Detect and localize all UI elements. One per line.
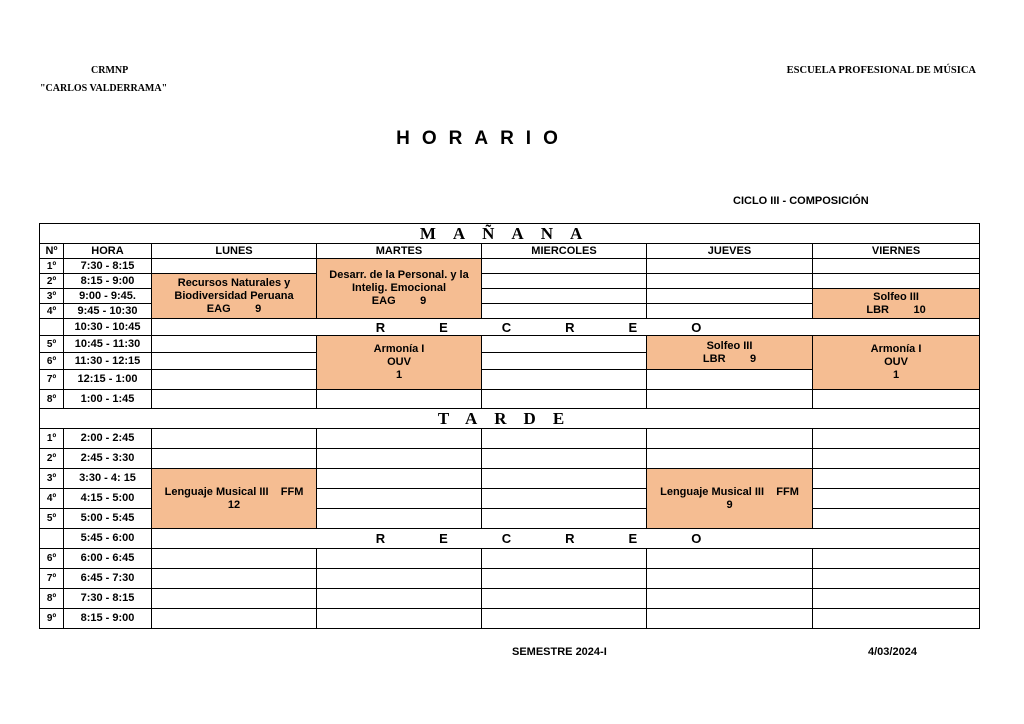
empty-cell: [482, 289, 647, 304]
empty-cell: [317, 390, 482, 409]
empty-cell: [152, 259, 317, 274]
empty-cell: [482, 304, 647, 319]
period-number: 1º: [40, 429, 64, 449]
period-number: 7º: [40, 569, 64, 589]
empty-cell: [813, 569, 980, 589]
empty-cell: [647, 589, 813, 609]
empty-cell: [647, 569, 813, 589]
empty-cell: [813, 589, 980, 609]
empty-cell: [813, 609, 980, 629]
empty-cell: [152, 370, 317, 390]
course-code: LBR 9: [702, 352, 757, 365]
empty-cell: [647, 609, 813, 629]
empty-cell: [317, 429, 482, 449]
table-row: [40, 274, 980, 289]
col-header-num: Nº: [40, 244, 64, 259]
empty-cell: [647, 449, 813, 469]
period-number: 6º: [40, 353, 64, 370]
col-header-lunes: LUNES: [152, 244, 317, 259]
empty-cell: [317, 549, 482, 569]
period-time: 7:30 - 8:15: [64, 589, 152, 609]
empty-cell: [482, 353, 647, 370]
period-number: 3º: [40, 289, 64, 304]
period-time: 8:15 - 9:00: [64, 274, 152, 289]
table-row: [40, 429, 980, 449]
empty-cell: [152, 569, 317, 589]
recess-row: [40, 319, 980, 336]
course-armonia-viernes: [813, 336, 980, 390]
period-number: 4º: [40, 489, 64, 509]
afternoon-section-label: TARDE: [40, 409, 980, 429]
course-lenguaje-musical-lunes: [152, 469, 317, 529]
course-code: EAG 9: [371, 295, 427, 307]
col-header-viernes: VIERNES: [813, 244, 980, 259]
period-time: 11:30 - 12:15: [64, 353, 152, 370]
course-title: Armonía I: [870, 343, 922, 355]
empty-cell: [647, 549, 813, 569]
period-number: 9º: [40, 609, 64, 629]
empty-cell: [317, 489, 482, 509]
empty-cell: [813, 489, 980, 509]
course-title: Solfeo III: [873, 290, 919, 303]
institution-abbr: CRMNP: [91, 65, 129, 76]
empty-cell: [482, 274, 647, 289]
period-time: 5:00 - 5:45: [64, 509, 152, 529]
empty-cell: [813, 390, 980, 409]
course-title: Armonía I: [373, 343, 425, 355]
empty-cell: [482, 489, 647, 509]
empty-cell: [813, 449, 980, 469]
period-number: [40, 319, 64, 336]
period-time: 3:30 - 4: 15: [64, 469, 152, 489]
course-solfeo-viernes: [813, 289, 980, 319]
empty-cell: [152, 353, 317, 370]
school-name: ESCUELA PROFESIONAL DE MÚSICA: [786, 65, 976, 76]
period-time: 12:15 - 1:00: [64, 370, 152, 390]
period-time: 9:00 - 9:45.: [64, 289, 152, 304]
col-header-miercoles: MIERCOLES: [482, 244, 647, 259]
course-title: Recursos Naturales y: [177, 276, 291, 289]
course-code: OUV: [884, 356, 908, 368]
course-group: 9: [726, 498, 733, 511]
empty-cell: [482, 589, 647, 609]
period-number: 7º: [40, 370, 64, 390]
table-row: [40, 549, 980, 569]
course-recursos-naturales: [152, 274, 317, 319]
recess-label: RECREO: [152, 319, 980, 336]
course-group: 1: [395, 369, 403, 381]
empty-cell: [317, 449, 482, 469]
course-solfeo-jueves: [647, 336, 813, 370]
empty-cell: [647, 289, 813, 304]
course-title: Desarr. de la Personal. y la: [329, 269, 469, 281]
course-title: Lenguaje Musical III FFM: [660, 485, 799, 498]
empty-cell: [482, 370, 647, 390]
period-time: 5:45 - 6:00: [64, 529, 152, 549]
col-header-jueves: JUEVES: [647, 244, 813, 259]
empty-cell: [317, 609, 482, 629]
course-title: Biodiversidad Peruana: [174, 289, 294, 302]
period-number: 4º: [40, 304, 64, 319]
empty-cell: [647, 259, 813, 274]
empty-cell: [317, 569, 482, 589]
period-time: 9:45 - 10:30: [64, 304, 152, 319]
recess-row: [40, 529, 980, 549]
empty-cell: [482, 569, 647, 589]
table-row: [40, 390, 980, 409]
empty-cell: [152, 549, 317, 569]
empty-cell: [647, 429, 813, 449]
period-time: 7:30 - 8:15: [64, 259, 152, 274]
course-code: EAG 9: [206, 302, 262, 315]
course-armonia-martes: [317, 336, 482, 390]
period-time: 6:45 - 7:30: [64, 569, 152, 589]
empty-cell: [813, 469, 980, 489]
page-title: HORARIO: [396, 128, 570, 149]
course-group: 1: [892, 369, 900, 381]
col-header-hora: HORA: [64, 244, 152, 259]
course-title: Intelig. Emocional: [351, 282, 447, 294]
empty-cell: [152, 390, 317, 409]
empty-cell: [152, 449, 317, 469]
empty-cell: [482, 509, 647, 529]
period-time: 8:15 - 9:00: [64, 609, 152, 629]
empty-cell: [647, 370, 813, 390]
empty-cell: [813, 274, 980, 289]
empty-cell: [482, 469, 647, 489]
course-title: Solfeo III: [706, 339, 753, 352]
table-row: [40, 569, 980, 589]
period-time: 10:45 - 11:30: [64, 336, 152, 353]
period-time: 1:00 - 1:45: [64, 390, 152, 409]
empty-cell: [813, 509, 980, 529]
course-lenguaje-musical-jueves: [647, 469, 813, 529]
empty-cell: [482, 449, 647, 469]
course-code: OUV: [387, 356, 411, 368]
empty-cell: [317, 589, 482, 609]
date-label: 4/03/2024: [868, 646, 917, 658]
empty-cell: [317, 469, 482, 489]
empty-cell: [813, 429, 980, 449]
table-row: [40, 469, 980, 489]
empty-cell: [813, 259, 980, 274]
period-time: 2:00 - 2:45: [64, 429, 152, 449]
empty-cell: [647, 390, 813, 409]
table-row: [40, 449, 980, 469]
column-header-row: [40, 244, 980, 259]
period-time: 6:00 - 6:45: [64, 549, 152, 569]
period-number: 5º: [40, 509, 64, 529]
empty-cell: [152, 336, 317, 353]
empty-cell: [152, 589, 317, 609]
schedule-table: [39, 223, 980, 629]
period-time: 10:30 - 10:45: [64, 319, 152, 336]
empty-cell: [813, 549, 980, 569]
course-group: 12: [227, 498, 241, 511]
course-desarrollo-personal: [317, 259, 482, 319]
institution-name: "CARLOS VALDERRAMA": [40, 83, 168, 94]
empty-cell: [482, 336, 647, 353]
period-number: 2º: [40, 449, 64, 469]
period-number: 8º: [40, 589, 64, 609]
course-code: LBR 10: [866, 303, 926, 316]
morning-section-label: MAÑANA: [40, 224, 980, 244]
empty-cell: [482, 259, 647, 274]
col-header-martes: MARTES: [317, 244, 482, 259]
course-title: Lenguaje Musical III FFM: [164, 485, 304, 498]
period-time: 4:15 - 5:00: [64, 489, 152, 509]
period-number: 6º: [40, 549, 64, 569]
empty-cell: [482, 390, 647, 409]
period-number: 2º: [40, 274, 64, 289]
period-number: [40, 529, 64, 549]
table-row: [40, 336, 980, 353]
empty-cell: [317, 509, 482, 529]
empty-cell: [152, 609, 317, 629]
period-time: 2:45 - 3:30: [64, 449, 152, 469]
empty-cell: [482, 609, 647, 629]
empty-cell: [647, 304, 813, 319]
table-row: [40, 609, 980, 629]
cycle-label: CICLO III - COMPOSICIÓN: [733, 195, 869, 207]
table-row: [40, 589, 980, 609]
period-number: 8º: [40, 390, 64, 409]
empty-cell: [647, 274, 813, 289]
period-number: 3º: [40, 469, 64, 489]
period-number: 1º: [40, 259, 64, 274]
period-number: 5º: [40, 336, 64, 353]
empty-cell: [482, 429, 647, 449]
empty-cell: [482, 549, 647, 569]
recess-label: RECREO: [152, 529, 980, 549]
semester-label: SEMESTRE 2024-I: [512, 646, 607, 658]
empty-cell: [152, 429, 317, 449]
table-row: [40, 259, 980, 274]
